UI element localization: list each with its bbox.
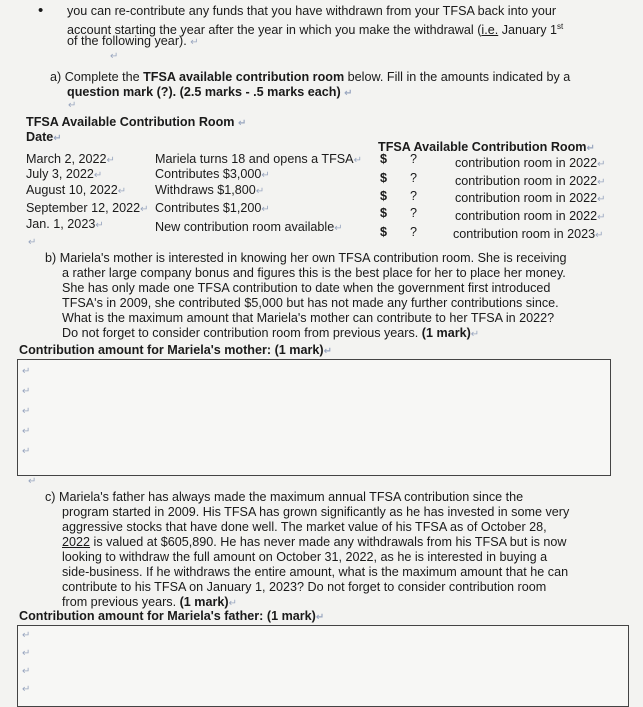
part-c-line: [62, 535, 567, 550]
row-room: contribution room in 2022: [455, 191, 598, 205]
table-row-room: [455, 209, 606, 225]
mother-answer-box[interactable]: [17, 359, 611, 476]
table-row-event: [155, 167, 270, 183]
paragraph-mark-icon: ↵: [106, 155, 115, 166]
paragraph-mark-icon: ↵: [140, 204, 149, 215]
paragraph-mark-icon: ↵: [28, 476, 37, 487]
mother-answer-label-text: Contribution amount for Mariela's mother: (1 mark): [19, 343, 324, 357]
table-row-date: [26, 201, 149, 217]
table-row-date: [26, 167, 102, 183]
part-c-line: c) Mariela's father has always made the maximum annual TFSA contribution since the: [45, 490, 524, 504]
paragraph-mark-icon: ↵: [353, 155, 362, 166]
part-c-year: 2022: [62, 535, 91, 549]
row-dollar: $: [380, 171, 388, 185]
row-date: July 3, 2022: [26, 167, 94, 181]
intro-line-1: you can re-contribute any funds that you have withdrawn from your TFSA back into your: [67, 4, 557, 18]
table-col-room-text: TFSA Available Contribution Room: [378, 140, 587, 154]
part-c-line: program started in 2009. His TFSA has grown significantly as he has invested in some very: [62, 505, 570, 519]
row-date: September 12, 2022: [26, 201, 141, 215]
paragraph-mark-icon: ↵: [597, 177, 606, 188]
part-b-line: b) Mariela's mother is interested in knowing her own TFSA contribution room. She is receiving: [45, 251, 567, 265]
part-b-line: She has only made one TFSA contribution to date when the government first introduced: [62, 281, 551, 295]
paragraph-mark-icon: ↵: [595, 230, 604, 241]
paragraph-mark-icon: ↵: [470, 329, 480, 340]
paragraph-mark-icon: ↵: [117, 186, 127, 197]
father-answer-label: [19, 609, 324, 625]
paragraph-mark-icon: ↵: [255, 186, 265, 197]
row-event: New contribution room available: [155, 220, 335, 234]
table-col-date-text: Date: [26, 130, 54, 144]
paragraph-mark-icon: ↵: [597, 159, 606, 170]
part-c-line: looking to withdraw the full amount on October 31, 2022, as he is interested in buying a: [62, 550, 548, 564]
table-row-event: [155, 152, 362, 168]
row-room: contribution room in 2022: [455, 156, 598, 170]
part-b-marks: (1 mark): [418, 326, 471, 340]
intro-ie-tail: January 1: [498, 23, 558, 38]
paragraph-mark-icon: ↵: [344, 88, 353, 99]
row-event: Withdraws $1,800: [155, 183, 256, 197]
intro-ie: i.e.: [481, 23, 499, 38]
paragraph-mark-icon: ↵: [22, 630, 31, 641]
paragraph-mark-icon: ↵: [334, 223, 343, 234]
part-b-line-6-text: Do not forget to consider contribution room from previous years.: [62, 326, 419, 340]
row-room: contribution room in 2022: [455, 209, 598, 223]
table-row-date: [26, 217, 104, 233]
paragraph-mark-icon: ↵: [22, 446, 31, 457]
part-a-line-2: [67, 85, 353, 101]
paragraph-mark-icon: ↵: [228, 598, 237, 609]
paragraph-mark-icon: ↵: [190, 37, 199, 48]
row-room: contribution room in 2022: [455, 174, 598, 188]
table-row-room: [455, 156, 606, 172]
paragraph-mark-icon: ↵: [323, 346, 332, 357]
part-c-line: contribute to his TFSA on January 1, 2023? Do not forget to consider contribution room: [62, 580, 547, 594]
row-question: ?: [410, 152, 418, 166]
paragraph-mark-icon: ↵: [238, 118, 247, 129]
intro-ie-sup: st: [557, 22, 564, 31]
mother-answer-label: [19, 343, 332, 359]
paragraph-mark-icon: ↵: [22, 426, 31, 437]
table-row-room: [455, 191, 606, 207]
table-title-text: TFSA Available Contribution Room: [26, 115, 235, 129]
part-a-line-1: [50, 70, 570, 85]
table-title: [26, 115, 246, 131]
paragraph-mark-icon: ↵: [22, 406, 31, 417]
paragraph-mark-icon: ↵: [93, 170, 103, 181]
row-dollar: $: [380, 189, 388, 203]
row-event: Contributes $3,000: [155, 167, 262, 181]
paragraph-mark-icon: ↵: [597, 212, 606, 223]
part-b-line: [62, 326, 479, 342]
paragraph-mark-icon: ↵: [22, 366, 31, 377]
table-col-date: [26, 130, 62, 146]
row-dollar: $: [380, 152, 388, 166]
row-dollar: $: [380, 225, 388, 239]
part-c-line-8-text: from previous years.: [62, 595, 177, 609]
part-a-bold: TFSA available contribution room: [143, 70, 345, 84]
paragraph-mark-icon: ↵: [22, 648, 31, 659]
row-question: ?: [410, 171, 418, 185]
paragraph-mark-icon: ↵: [28, 237, 37, 248]
table-row-event: [155, 220, 343, 236]
paragraph-mark-icon: ↵: [53, 133, 62, 144]
table-row-event: [155, 201, 270, 217]
part-b-line: TFSA's in 2009, she contributed $5,000 but has not made any further contributions since.: [62, 296, 559, 310]
row-question: ?: [410, 189, 418, 203]
row-event: Mariela turns 18 and opens a TFSA: [155, 152, 354, 166]
row-dollar: $: [380, 206, 388, 220]
father-answer-box[interactable]: [17, 625, 629, 707]
part-c-line: aggressive stocks that have done well. The market value of his TFSA as of October 28,: [62, 520, 547, 534]
part-a-line-2-text: question mark (?). (2.5 marks - .5 marks each): [67, 85, 341, 99]
paragraph-mark-icon: ↵: [315, 612, 325, 623]
part-a-tail: below. Fill in the amounts indicated by a: [344, 70, 571, 84]
row-room: contribution room in 2023: [453, 227, 596, 241]
paragraph-mark-icon: ↵: [261, 170, 270, 181]
row-question: ?: [410, 206, 418, 220]
table-row-room: [455, 174, 606, 190]
bullet-icon: •: [38, 2, 44, 19]
intro-line-3-text: of the following year).: [67, 34, 187, 48]
table-row-date: [26, 152, 115, 168]
paragraph-mark-icon: ↵: [68, 100, 77, 111]
paragraph-mark-icon: ↵: [586, 143, 595, 154]
part-c-marks: (1 mark): [176, 595, 229, 609]
row-date: August 10, 2022: [26, 183, 118, 197]
part-b-line: a rather large company bonus and figures this is the best place for her to place her money.: [62, 266, 566, 280]
table-row-room: [453, 227, 604, 243]
intro-line-2-text: account starting the year after the year in which you make the withdrawal (: [67, 23, 482, 38]
paragraph-mark-icon: ↵: [22, 666, 31, 677]
paragraph-mark-icon: ↵: [22, 386, 31, 397]
part-c-line-4-text: is valued at $605,890. He has never made any withdrawals from his TFSA but is now: [93, 535, 567, 549]
father-answer-label-text: Contribution amount for Mariela's father: (1 mark): [19, 609, 316, 623]
row-date: March 2, 2022: [26, 152, 107, 166]
paragraph-mark-icon: ↵: [110, 51, 119, 62]
intro-line-3: [67, 34, 199, 50]
table-row-date: [26, 183, 126, 199]
paragraph-mark-icon: ↵: [22, 684, 31, 695]
part-c-line: side-business. If he withdraws the entire amount, what is the maximum amount that he can: [62, 565, 569, 579]
table-row-event: [155, 183, 264, 199]
part-b-line: What is the maximum amount that Mariela's mother can contribute to her TFSA in 2022?: [62, 311, 555, 325]
row-date: Jan. 1, 2023: [26, 217, 96, 231]
part-a-label: a) Complete the: [50, 70, 144, 84]
paragraph-mark-icon: ↵: [597, 194, 606, 205]
paragraph-mark-icon: ↵: [261, 204, 270, 215]
row-event: Contributes $1,200: [155, 201, 262, 215]
row-question: ?: [410, 225, 418, 239]
paragraph-mark-icon: ↵: [95, 220, 104, 231]
